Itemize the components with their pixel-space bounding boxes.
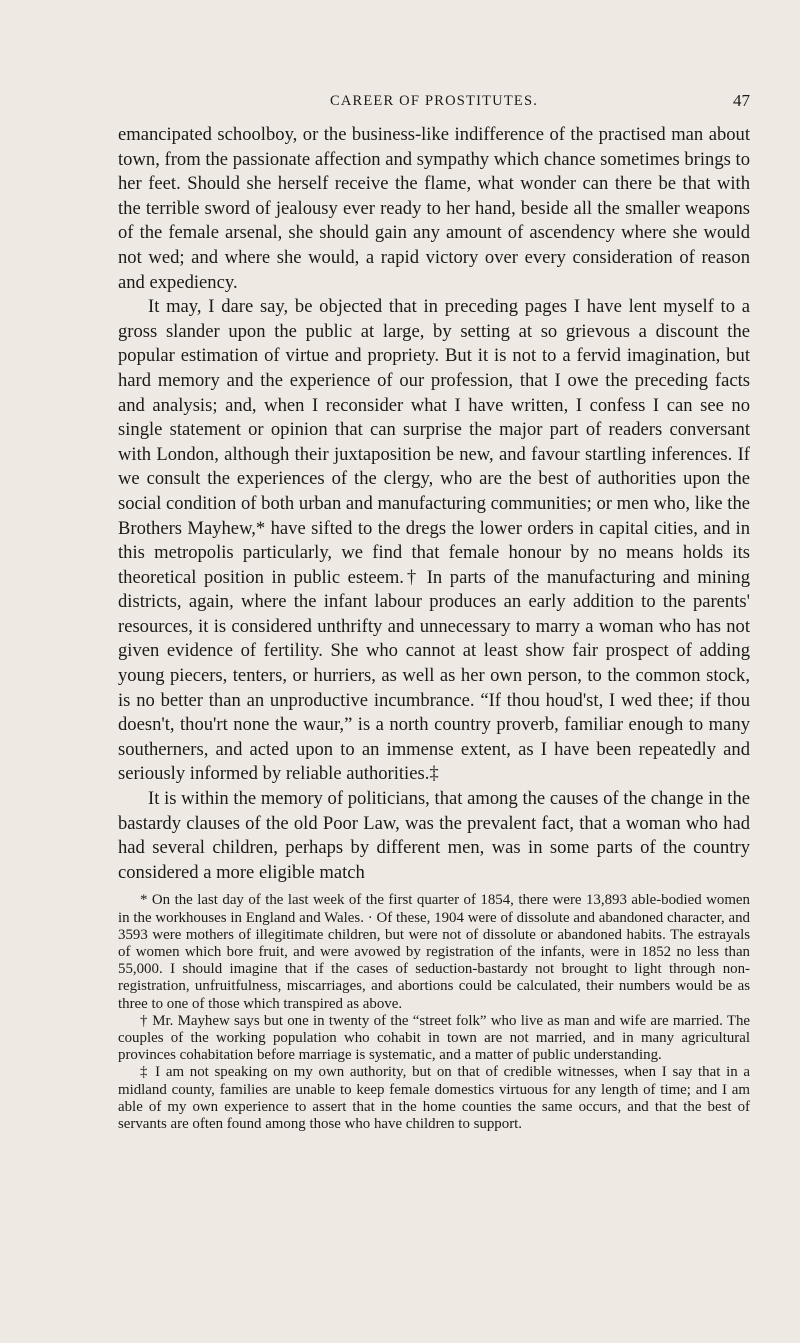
footnote-dagger: † Mr. Mayhew says but one in twenty of the “street folk” who live as man and wife are married. The couples of the working population who cohabit in town are not married, and in many agricultural provinces cohabitation before marriage is systematic, and a matter of public understanding. (118, 1012, 750, 1064)
footnote-asterisk: * On the last day of the last week of the first quarter of 1854, there were 13,893 able-bodied women in the workhouses in England and Wales. · Of these, 1904 were of dissolute and abandoned character, and 3593 were mothers of illegitimate children, but were not of dissolute or abandoned habits. The estrayals of women which bore fruit, and were avowed by registration of the infants, were in 1852 no less than 55,000. I should imagine that if the cases of seduction-bastardy not brought to light through non-registration, unfruitfulness, miscarriages, and abortions could be calculated, their numbers would be as three to one of those which transpired as above. (118, 892, 750, 1012)
footnotes (118, 892, 750, 1133)
page-header (118, 78, 750, 118)
paragraph: It may, I dare say, be objected that in preceding pages I have lent myself to a gross slander upon the public at large, by setting at so grievous a discount the popular estimation of virtue and propriety. But it is not to a fervid imagination, but hard memory and the experience of our profession, that I owe the preceding facts and analysis; and, when I reconsider what I have written, I confess I can see no single statement or opinion that can surprise the major part of readers conversant with London, although their juxtaposition be new, and favour startling inferences. If we consult the experiences of the clergy, who are the best of authorities upon the social condition of both urban and manufacturing communities; or men who, like the Brothers Mayhew,* have sifted to the dregs the lower orders in capital cities, and in this metropolis particularly, we find that female honour by no means holds its theoretical position in public esteem.† In parts of the manufacturing and mining districts, again, where the infant labour produces an early addition to the parents' resources, it is considered unthrifty and unnecessary to marry a woman who has not given evidence of fertility. She who cannot at least show fair prospect of adding young piecers, tenters, or hurriers, as well as her own person, to the common stock, is no better than an unproductive incumbrance. “If thou houd'st, I wed thee; if thou doesn't, thou'rt none the waur,” is a north country proverb, familiar enough to many southerners, and acted upon to an immense extent, as I have been repeatedly and seriously informed by reliable authorities.‡ (118, 296, 750, 785)
paragraph-continued: emancipated schoolboy, or the business-like indifference of the practised man about town, from the passionate affection and sympathy which chance sometimes brings to her feet. Should she herself receive the flame, what wonder can there be that with the terrible sword of jealousy ever ready to her hand, beside all the smaller weapons of the female arsenal, she should gain any amount of ascendency where she would not wed; and where she would, a rapid victory over every consideration of reason and expediency. (118, 124, 750, 293)
main-text (118, 123, 750, 885)
running-title: CAREER OF PROSTITUTES. (329, 93, 539, 109)
page-number: 47 (733, 91, 750, 110)
footnote-double-dagger: ‡ I am not speaking on my own authority, but on that of credible witnesses, when I say that in a midland county, families are unable to keep female domestics virtuous for any length of time; and I am able of my own experience to assert that in the home counties the same occurs, and that the best of servants are often found among those who have children to support. (118, 1064, 750, 1133)
paragraph: It is within the memory of politicians, that among the causes of the change in the bastardy clauses of the old Poor Law, was the prevalent fact, that a woman who had had several children, perhaps by different men, was in some parts of the country considered a more eligible match (118, 788, 750, 883)
